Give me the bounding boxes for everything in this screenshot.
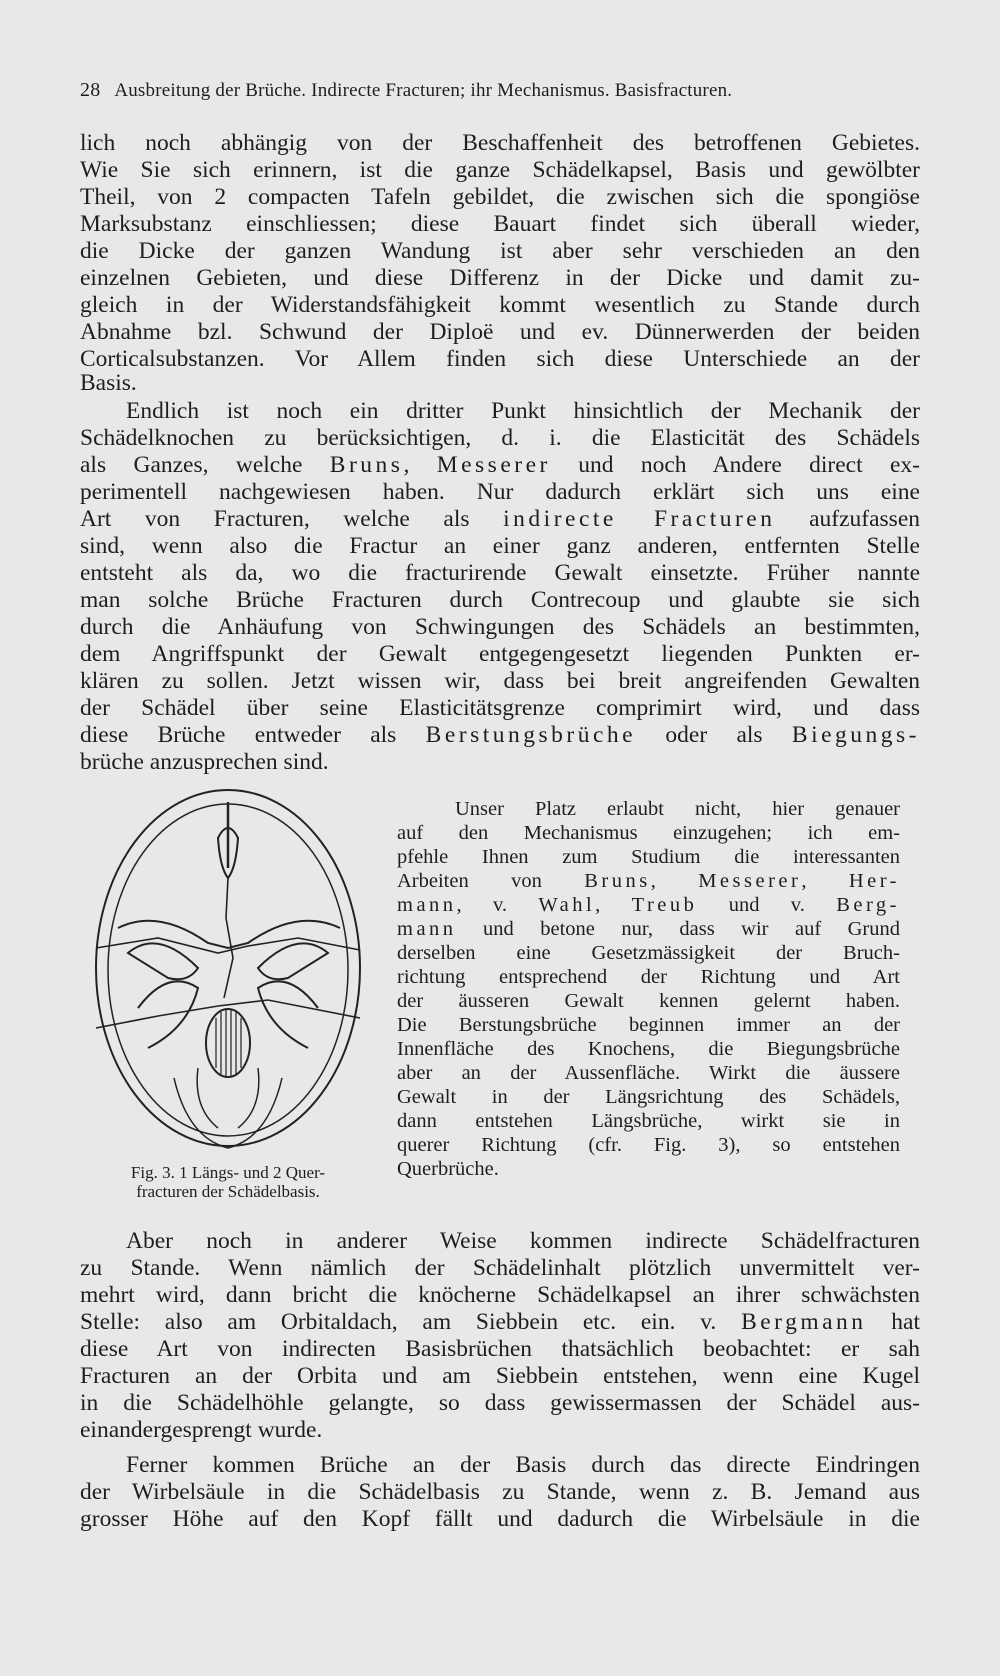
skull-base-illustration [78,778,378,1158]
text-line: zu Stande. Wenn nämlich der Schädelinhalt plötzlich unvermittelt ver- [80,1255,920,1281]
text-line: Corticalsubstanzen. Vor Allem finden sich diese Unterschiede an der [80,346,920,372]
text-line: mann, v. Wahl, Treub und v. Berg- [397,894,901,916]
text-line: Arbeiten von Bruns, Messerer, Her- [397,870,900,892]
emphasis-term: indirecte Fracturen [503,506,776,532]
author-name: Messerer [436,452,551,478]
text-line: klären zu sollen. Jetzt wissen wir, dass bei breit angreifenden Gewalten [80,668,920,694]
text-line: gleich in der Widerstandsfähigkeit kommt wesentlich zu Stande durch [80,292,920,318]
text-line: derselben eine Gesetzmässigkeit der Bruch- [397,942,900,964]
emphasis-term: Biegungs- [791,722,920,748]
text-line: Theil, von 2 compacten Tafeln gebildet, die zwischen sich die spongiöse [80,184,920,210]
text-line: der Schädel über seine Elasticitätsgrenze comprimirt wird, und dass [80,695,920,721]
text-line: Innenfläche des Knochens, die Biegungsbrüche [397,1038,900,1060]
figure-caption: Fig. 3. 1 Längs- und 2 Quer- fracturen der Schädelbasis. [130,1163,326,1201]
text-line: mehrt wird, dann bricht die knöcherne Schädelkapsel an ihrer schwächsten [80,1282,920,1308]
text-line: Die Berstungsbrüche beginnen immer an der [397,1014,900,1036]
text-line: Querbrüche. [397,1158,499,1180]
emphasis-term: Berstungsbrüche [425,722,637,748]
text-line: Stelle: also am Orbitaldach, am Siebbein etc. ein. v. Bergmann hat [80,1309,920,1335]
text-line: sind, wenn also die Fractur an einer ganz anderen, entfernten Stelle [80,533,920,559]
text-line: mann und betone nur, dass wir auf Grund [397,918,900,940]
text-line: Fracturen an der Orbita und am Siebbein entstehen, wenn eine Kugel [80,1363,920,1389]
text-line: einzelnen Gebieten, und diese Differenz in der Dicke und damit zu- [80,265,920,291]
text-line: Basis. [80,370,137,396]
text-line: Unser Platz erlaubt nicht, hier genauer [455,798,900,820]
text-line: Gewalt in der Längsrichtung des Schädels, [397,1086,900,1108]
running-head [80,78,926,103]
text-line: diese Art von indirecten Basisbrüchen thatsächlich beobachtet: er sah [80,1336,920,1362]
text-line: Art von Fracturen, welche als indirecte Fracturen aufzufassen [80,506,920,532]
text-line: Wie Sie sich erinnern, ist die ganze Schädelkapsel, Basis und gewölbter [80,157,920,183]
text-line: diese Brüche entweder als Berstungsbrüche oder als Biegungs- [80,722,920,748]
text-line: auf den Mechanismus einzugehen; ich em- [397,822,900,844]
text-line: Aber noch in anderer Weise kommen indirecte Schädelfracturen [126,1228,920,1254]
text-line: der äusseren Gewalt kennen gelernt haben. [397,990,900,1012]
text-line: richtung entsprechend der Richtung und Art [397,966,900,988]
author-name: Bruns [329,452,404,478]
text-line: brüche anzusprechen sind. [80,749,329,775]
text-line: entsteht als da, wo die fracturirende Gewalt einsetzte. Früher nannte [80,560,920,586]
text-line: dann entstehen Längsbrüche, wirkt sie in [397,1110,900,1132]
text-line: Endlich ist noch ein dritter Punkt hinsichtlich der Mechanik der [126,398,920,424]
text-line: man solche Brüche Fracturen durch Contrecoup und glaubte sie sich [80,587,920,613]
text-line: dem Angriffspunkt der Gewalt entgegengesetzt liegenden Punkten er- [80,641,920,667]
text-line: Abnahme bzl. Schwund der Diploë und ev. Dünnerwerden der beiden [80,319,920,345]
text-line: Marksubstanz einschliessen; diese Bauart findet sich überall wieder, [80,211,920,237]
text-line: als Ganzes, welche Bruns, Messerer und noch Andere direct ex- [80,452,920,478]
text-line: perimentell nachgewiesen haben. Nur dadurch erklärt sich uns eine [80,479,920,505]
skull-base-figure [78,778,378,1158]
text-line: in die Schädelhöhle gelangte, so dass gewissermassen der Schädel aus- [80,1390,920,1416]
text-line: durch die Anhäufung von Schwingungen des Schädels an bestimmten, [80,614,920,640]
text-line: der Wirbelsäule in die Schädelbasis zu Stande, wenn z. B. Jemand aus [80,1479,920,1505]
text-line: einandergesprengt wurde. [80,1417,323,1443]
text-line: Schädelknochen zu berücksichtigen, d. i. die Elasticität des Schädels [80,425,920,451]
text-line: pfehle Ihnen zum Studium die interessanten [397,846,900,868]
text-line: aber an der Aussenfläche. Wirkt die äussere [397,1062,900,1084]
text-line: lich noch abhängig von der Beschaffenheit des betroffenen Gebietes. [80,130,920,156]
author-name: Bergmann [741,1309,867,1335]
page-number: 28 [80,79,101,101]
running-title: Ausbreitung der Brüche. Indirecte Fracturen; ihr Mechanismus. Basisfracturen. [114,80,733,101]
text-line: die Dicke der ganzen Wandung ist aber sehr verschieden an den [80,238,920,264]
text-line: Ferner kommen Brüche an der Basis durch das directe Eindringen [126,1452,920,1478]
text-line: querer Richtung (cfr. Fig. 3), so entstehen [397,1134,900,1156]
text-line: grosser Höhe auf den Kopf fällt und dadurch die Wirbelsäule in die [80,1506,920,1532]
